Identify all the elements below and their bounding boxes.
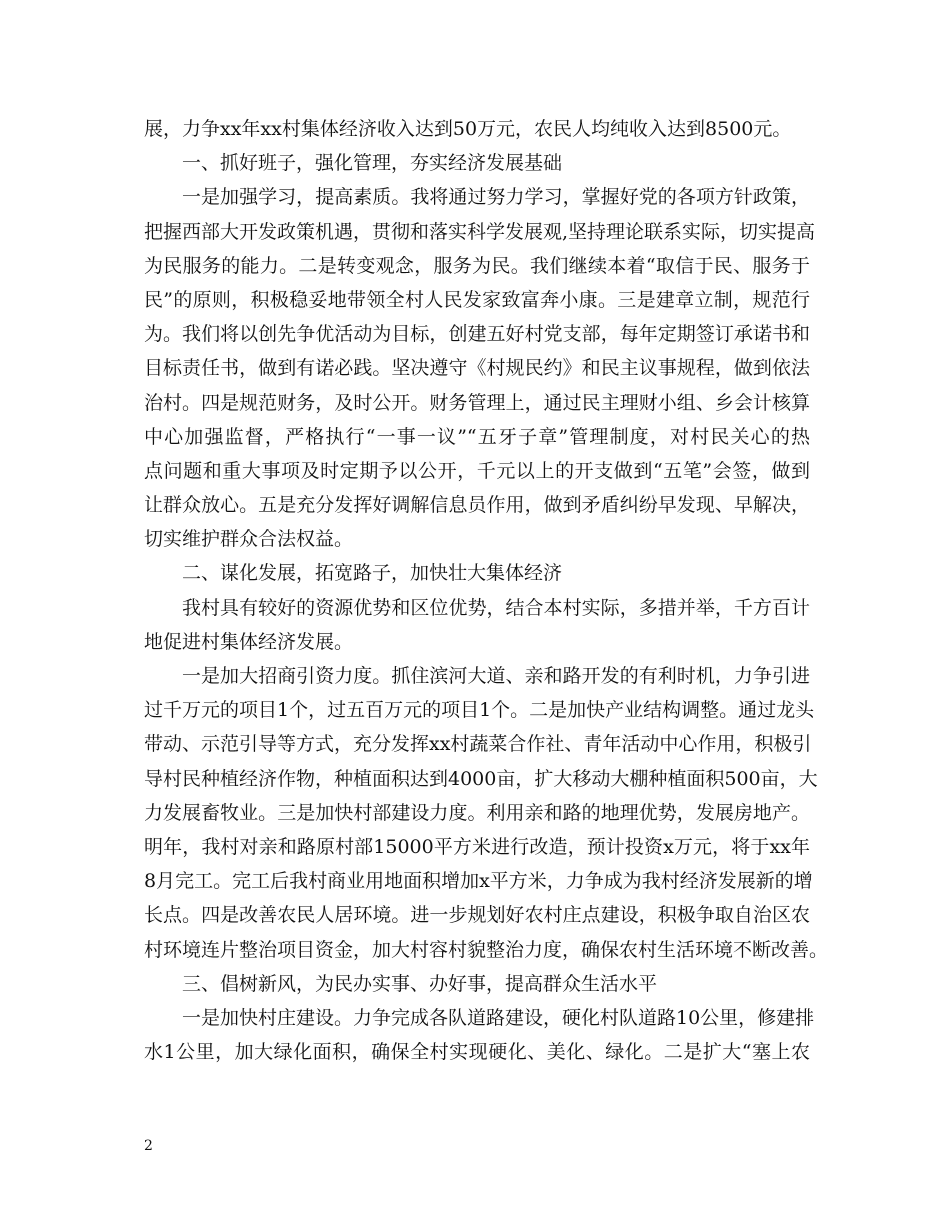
- text-line: 一是加大招商引资力度。抓住滨河大道、亲和路开发的有利时机，力争引进: [182, 665, 810, 687]
- text-line: 民”的原则，积极稳妥地带领全村人民发家致富奔小康。三是建章立制，规范行: [144, 288, 810, 311]
- text-line: 让群众放心。五是充分发挥好调解信息员作用，做到矛盾纠纷早发现、早解决，: [144, 494, 810, 517]
- text-line: 切实维护群众合法权益。: [144, 528, 354, 551]
- text-line: 目标责任书，做到有诺必践。坚决遵守《村规民约》和民主议事规程，做到依法: [144, 357, 810, 380]
- text-line: 带动、示范引导等方式，充分发挥xx村蔬菜合作社、青年活动中心作用，积极引: [144, 733, 812, 756]
- text-line: 一是加强学习，提高素质。我将通过努力学习，掌握好党的各项方针政策，: [182, 186, 810, 209]
- text-line: 为。我们将以创先争优活动为目标，创建五好村党支部，每年定期签订承诺书和: [144, 323, 810, 346]
- text-line: 点问题和重大事项及时定期予以公开，千元以上的开支做到“五笔”会签，做到: [144, 459, 810, 482]
- body-text: [144, 112, 829, 1069]
- text-line: 三、倡树新风，为民办实事、办好事，提高群众生活水平: [182, 972, 658, 995]
- text-line: 二、谋化发展，拓宽路子，加快壮大集体经济: [182, 562, 563, 585]
- page-number: 2: [144, 1138, 153, 1154]
- text-line: 8月完工。完工后我村商业用地面积增加x平方米，力争成为我村经济发展新的增: [144, 870, 813, 893]
- text-line: 长点。四是改善农民人居环境。进一步规划好农村庄点建设，积极争取自治区农: [144, 904, 810, 927]
- text-line: 中心加强监督，严格执行“一事一议”“五牙子章”管理制度，对村民关心的热: [144, 425, 810, 448]
- text-line: 力发展畜牧业。三是加快村部建设力度。利用亲和路的地理优势，发展房地产。: [144, 801, 810, 824]
- text-line: 地促进村集体经济发展。: [144, 630, 354, 653]
- text-line: 明年，我村对亲和路原村部15000平方米进行改造，预计投资x万元，将于xx年: [144, 835, 810, 858]
- text-line: 展，力争xx年xx村集体经济收入达到50万元，农民人均纯收入达到8500元。: [144, 118, 792, 140]
- text-line: 过千万元的项目1个，过五百万元的项目1个。二是加快产业结构调整。通过龙头: [144, 699, 815, 722]
- text-line: 导村民种植经济作物，种植面积达到4000亩，扩大移动大棚种植面积500亩，大: [144, 767, 818, 790]
- text-line: 为民服务的能力。二是转变观念，服务为民。我们继续本着“取信于民、服务于: [144, 254, 810, 277]
- text-line: 把握西部大开发政策机遇，贯彻和落实科学发展观,坚持理论联系实际，切实提高: [144, 220, 816, 243]
- text-line: 一是加快村庄建设。力争完成各队道路建设，硬化村队道路10公里，修建排: [182, 1006, 815, 1029]
- text-line: 村环境连片整治项目资金，加大村容村貌整治力度，确保农村生活环境不断改善。: [144, 938, 829, 961]
- text-line: 我村具有较好的资源优势和区位优势，结合本村实际，多措并举，千方百计: [182, 596, 810, 619]
- text-line: 治村。四是规范财务，及时公开。财务管理上，通过民主理财小组、乡会计核算: [144, 391, 810, 414]
- text-line: 水1公里，加大绿化面积，确保全村实现硬化、美化、绿化。二是扩大“塞上农: [144, 1041, 810, 1064]
- text-line: 一、抓好班子，强化管理，夯实经济发展基础: [182, 152, 563, 175]
